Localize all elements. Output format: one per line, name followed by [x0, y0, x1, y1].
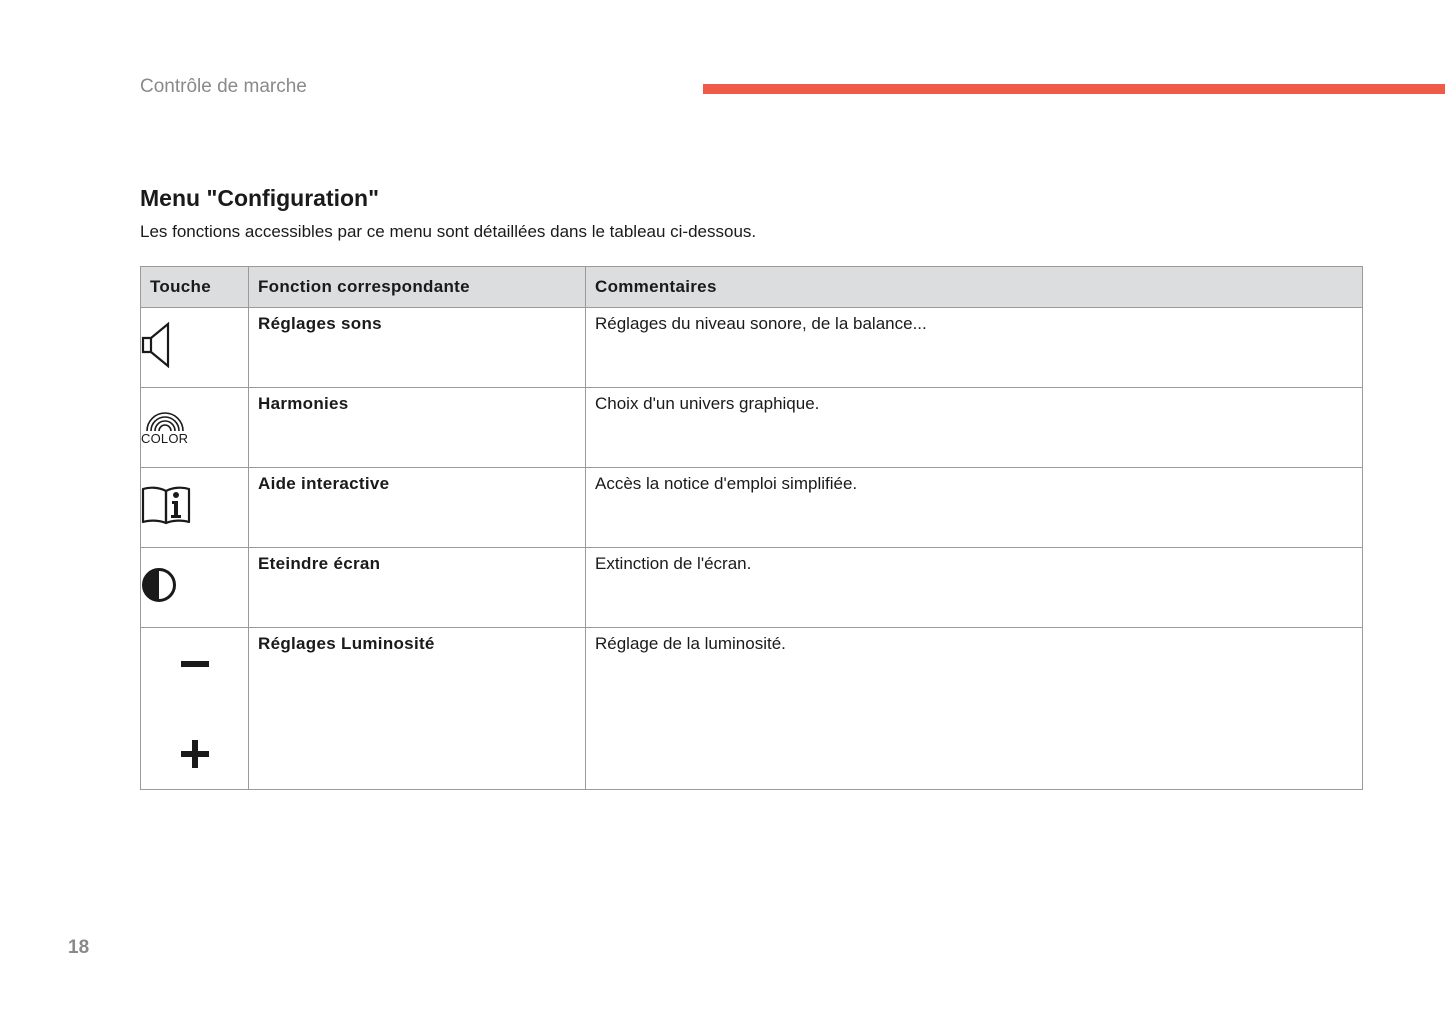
table-row — [141, 388, 1363, 468]
configuration-table — [140, 266, 1363, 790]
table-header-row — [141, 267, 1363, 308]
touche-cell — [141, 628, 249, 790]
header-touche: Touche — [141, 267, 249, 308]
info-book-icon — [141, 485, 191, 525]
touche-cell — [141, 468, 249, 548]
function-name: Eteindre écran — [249, 548, 586, 628]
function-name: Réglages sons — [249, 308, 586, 388]
minus-icon — [180, 649, 210, 679]
function-comment: Réglage de la luminosité. — [586, 628, 1363, 790]
function-comment: Accès la notice d'emploi simplifiée. — [586, 468, 1363, 548]
color-rainbow-icon — [144, 410, 186, 432]
plus-icon — [180, 739, 210, 769]
function-name: Aide interactive — [249, 468, 586, 548]
color-button — [141, 410, 188, 445]
half-circle-icon — [141, 567, 177, 603]
touche-cell — [141, 388, 249, 468]
table-row — [141, 468, 1363, 548]
header-fonction: Fonction correspondante — [249, 267, 586, 308]
table-row — [141, 628, 1363, 790]
page-number: 18 — [68, 937, 90, 958]
table-row — [141, 548, 1363, 628]
table-row — [141, 308, 1363, 388]
touche-cell — [141, 308, 249, 388]
function-comment: Extinction de l'écran. — [586, 548, 1363, 628]
header-commentaires: Commentaires — [586, 267, 1363, 308]
function-name: Réglages Luminosité — [249, 628, 586, 790]
section-title: Contrôle de marche — [140, 76, 307, 97]
speaker-icon — [141, 322, 171, 368]
intro-text: Les fonctions accessibles par ce menu sont détaillées dans le tableau ci-dessous. — [140, 222, 757, 241]
touche-cell — [141, 548, 249, 628]
header-accent-bar — [703, 84, 1445, 94]
color-icon-label: COLOR — [141, 431, 189, 446]
function-comment: Choix d'un univers graphique. — [586, 388, 1363, 468]
page-title: Menu "Configuration" — [140, 185, 379, 211]
function-comment: Réglages du niveau sonore, de la balance... — [586, 308, 1363, 388]
function-name: Harmonies — [249, 388, 586, 468]
